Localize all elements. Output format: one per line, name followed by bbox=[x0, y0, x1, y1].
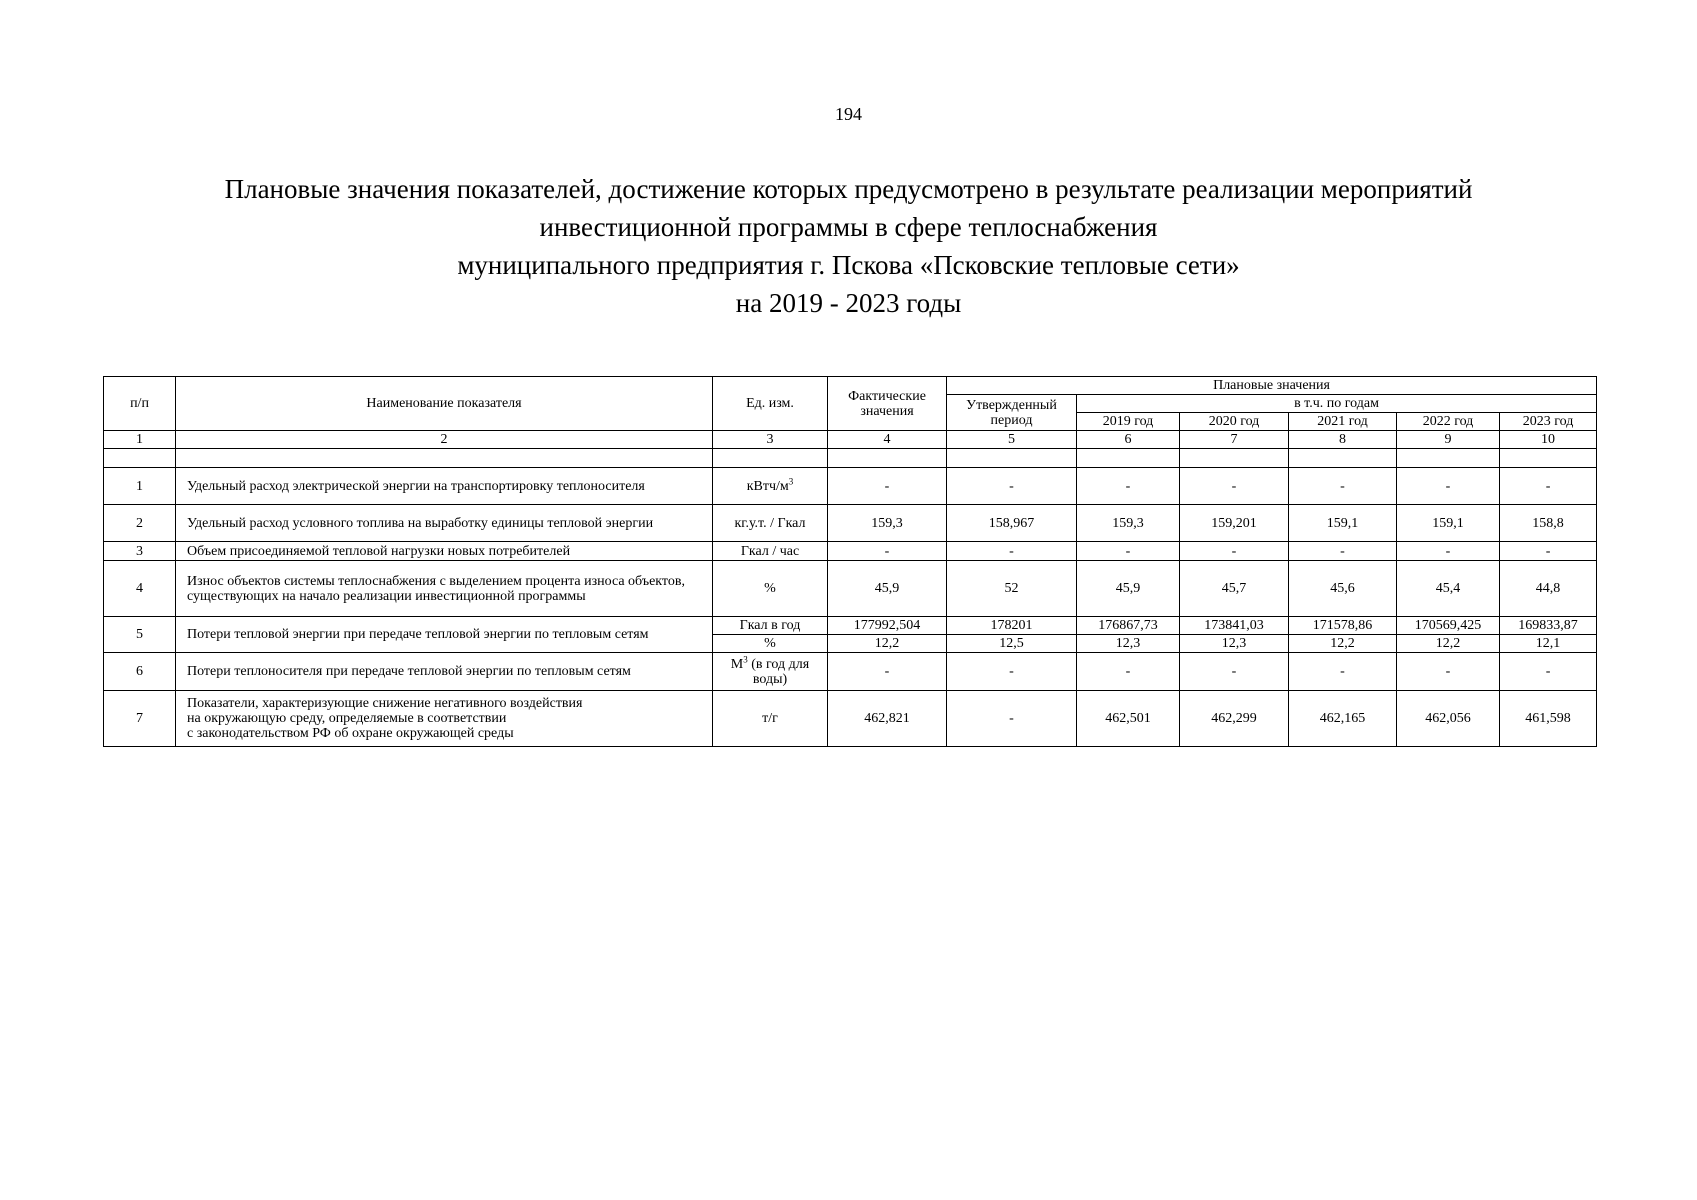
row-unit bbox=[713, 653, 828, 691]
table-row bbox=[104, 542, 1597, 561]
value-cell: 45,9 bbox=[828, 561, 947, 617]
value-cell: 12,3 bbox=[1180, 635, 1289, 653]
unit-text: кВтч/м bbox=[746, 478, 789, 494]
value-cell: 44,8 bbox=[1500, 561, 1597, 617]
row-name: Потери теплоносителя при передаче тепловой энергии по тепловым сетям bbox=[176, 653, 713, 691]
page-number: 194 bbox=[835, 104, 862, 124]
value-cell: 170569,425 bbox=[1397, 617, 1500, 635]
value-cell: - bbox=[828, 468, 947, 505]
indicators-table bbox=[103, 376, 1597, 747]
title-line-3: муниципального предприятия г. Пскова «Псковские тепловые сети» bbox=[457, 250, 1240, 280]
row-name: Потери тепловой энергии при передаче тепловой энергии по тепловым сетям bbox=[176, 617, 713, 653]
column-number: 8 bbox=[1289, 431, 1397, 449]
row-name-line: Показатели, характеризующие снижение негативного воздействия bbox=[187, 696, 583, 711]
unit-superscript: 3 bbox=[788, 475, 794, 486]
value-cell: - bbox=[947, 653, 1077, 691]
table-row bbox=[104, 561, 1597, 617]
header-year: 2019 год bbox=[1077, 413, 1180, 431]
empty-row bbox=[104, 449, 1597, 468]
value-cell: 12,2 bbox=[828, 635, 947, 653]
value-cell: 12,2 bbox=[1397, 635, 1500, 653]
row-num: 3 bbox=[104, 542, 176, 561]
value-cell: 173841,03 bbox=[1180, 617, 1289, 635]
value-cell: 462,165 bbox=[1289, 691, 1397, 747]
value-cell: - bbox=[1500, 653, 1597, 691]
value-cell: - bbox=[1077, 653, 1180, 691]
header-year: 2020 год bbox=[1180, 413, 1289, 431]
value-cell: - bbox=[1077, 468, 1180, 505]
value-cell: 52 bbox=[947, 561, 1077, 617]
value-cell: 12,5 bbox=[947, 635, 1077, 653]
column-number: 9 bbox=[1397, 431, 1500, 449]
row-unit: Гкал / час bbox=[713, 542, 828, 561]
value-cell: 169833,87 bbox=[1500, 617, 1597, 635]
value-cell: 462,299 bbox=[1180, 691, 1289, 747]
value-cell: 462,056 bbox=[1397, 691, 1500, 747]
value-cell: - bbox=[1289, 468, 1397, 505]
value-cell: - bbox=[1500, 542, 1597, 561]
unit-text: (в год для воды) bbox=[747, 656, 810, 687]
row-num: 2 bbox=[104, 505, 176, 542]
value-cell: - bbox=[1500, 468, 1597, 505]
value-cell: 159,201 bbox=[1180, 505, 1289, 542]
value-cell: - bbox=[1289, 542, 1397, 561]
value-cell: - bbox=[828, 542, 947, 561]
value-cell: 159,3 bbox=[1077, 505, 1180, 542]
header-approved-period: Утвержденный период bbox=[947, 395, 1077, 431]
value-cell: 12,1 bbox=[1500, 635, 1597, 653]
document-title bbox=[0, 170, 1697, 322]
value-cell: 461,598 bbox=[1500, 691, 1597, 747]
header-planned: Плановые значения bbox=[947, 377, 1597, 395]
value-cell: - bbox=[947, 691, 1077, 747]
column-number: 3 bbox=[713, 431, 828, 449]
row-unit: кг.у.т. / Гкал bbox=[713, 505, 828, 542]
table-row bbox=[104, 653, 1597, 691]
value-cell: 12,2 bbox=[1289, 635, 1397, 653]
row-num: 1 bbox=[104, 468, 176, 505]
header-name: Наименование показателя bbox=[176, 377, 713, 431]
unit-text: М bbox=[730, 656, 744, 672]
column-number: 6 bbox=[1077, 431, 1180, 449]
unit-superscript: 3 bbox=[743, 653, 748, 664]
header-year: 2023 год bbox=[1500, 413, 1597, 431]
value-cell: 177992,504 bbox=[828, 617, 947, 635]
value-cell: - bbox=[1397, 468, 1500, 505]
value-cell: - bbox=[947, 542, 1077, 561]
value-cell: 45,7 bbox=[1180, 561, 1289, 617]
row-name-line: с законодательством РФ об охране окружающей среды bbox=[187, 726, 514, 741]
row-unit bbox=[713, 468, 828, 505]
table-row bbox=[104, 468, 1597, 505]
value-cell: 158,967 bbox=[947, 505, 1077, 542]
header-year: 2021 год bbox=[1289, 413, 1397, 431]
value-cell: 45,9 bbox=[1077, 561, 1180, 617]
column-number: 5 bbox=[947, 431, 1077, 449]
row-unit: т/г bbox=[713, 691, 828, 747]
value-cell: - bbox=[1397, 542, 1500, 561]
value-cell: 462,501 bbox=[1077, 691, 1180, 747]
value-cell: 176867,73 bbox=[1077, 617, 1180, 635]
value-cell: - bbox=[1289, 653, 1397, 691]
value-cell: 45,6 bbox=[1289, 561, 1397, 617]
row-num: 4 bbox=[104, 561, 176, 617]
column-number: 4 bbox=[828, 431, 947, 449]
header-actual: Фактические значения bbox=[828, 377, 947, 431]
value-cell: - bbox=[1397, 653, 1500, 691]
column-number: 1 bbox=[104, 431, 176, 449]
title-line-1: Плановые значения показателей, достижение которых предусмотрено в результате реализации мероприятий bbox=[224, 174, 1473, 204]
column-number: 7 bbox=[1180, 431, 1289, 449]
value-cell: - bbox=[1180, 653, 1289, 691]
table-row bbox=[104, 505, 1597, 542]
row-num: 6 bbox=[104, 653, 176, 691]
column-number: 2 bbox=[176, 431, 713, 449]
row-name: Удельный расход электрической энергии на транспортировку теплоносителя bbox=[176, 468, 713, 505]
table-row bbox=[104, 617, 1597, 635]
row-name: Удельный расход условного топлива на выработку единицы тепловой энергии bbox=[176, 505, 713, 542]
title-line-2: инвестиционной программы в сфере теплоснабжения bbox=[539, 212, 1158, 242]
value-cell: 178201 bbox=[947, 617, 1077, 635]
value-cell: 159,3 bbox=[828, 505, 947, 542]
row-name: Объем присоединяемой тепловой нагрузки новых потребителей bbox=[176, 542, 713, 561]
header-num: п/п bbox=[104, 377, 176, 431]
value-cell: 171578,86 bbox=[1289, 617, 1397, 635]
value-cell: 12,3 bbox=[1077, 635, 1180, 653]
column-number: 10 bbox=[1500, 431, 1597, 449]
value-cell: - bbox=[1180, 542, 1289, 561]
value-cell: 159,1 bbox=[1397, 505, 1500, 542]
row-name: Износ объектов системы теплоснабжения с выделением процента износа объектов, существующих на начало реализации инвестиционной программы bbox=[176, 561, 713, 617]
row-unit: % bbox=[713, 635, 828, 653]
row-name bbox=[176, 691, 713, 747]
row-num: 7 bbox=[104, 691, 176, 747]
value-cell: - bbox=[947, 468, 1077, 505]
value-cell: - bbox=[1180, 468, 1289, 505]
row-num: 5 bbox=[104, 617, 176, 653]
title-line-4: на 2019 - 2023 годы bbox=[735, 288, 962, 318]
header-by-years: в т.ч. по годам bbox=[1077, 395, 1597, 413]
value-cell: 159,1 bbox=[1289, 505, 1397, 542]
table-row bbox=[104, 691, 1597, 747]
value-cell: - bbox=[828, 653, 947, 691]
value-cell: - bbox=[1077, 542, 1180, 561]
value-cell: 45,4 bbox=[1397, 561, 1500, 617]
value-cell: 462,821 bbox=[828, 691, 947, 747]
row-name-line: на окружающую среду, определяемые в соответствии bbox=[187, 711, 507, 726]
header-year: 2022 год bbox=[1397, 413, 1500, 431]
header-unit: Ед. изм. bbox=[713, 377, 828, 431]
row-unit: % bbox=[713, 561, 828, 617]
row-unit: Гкал в год bbox=[713, 617, 828, 635]
value-cell: 158,8 bbox=[1500, 505, 1597, 542]
